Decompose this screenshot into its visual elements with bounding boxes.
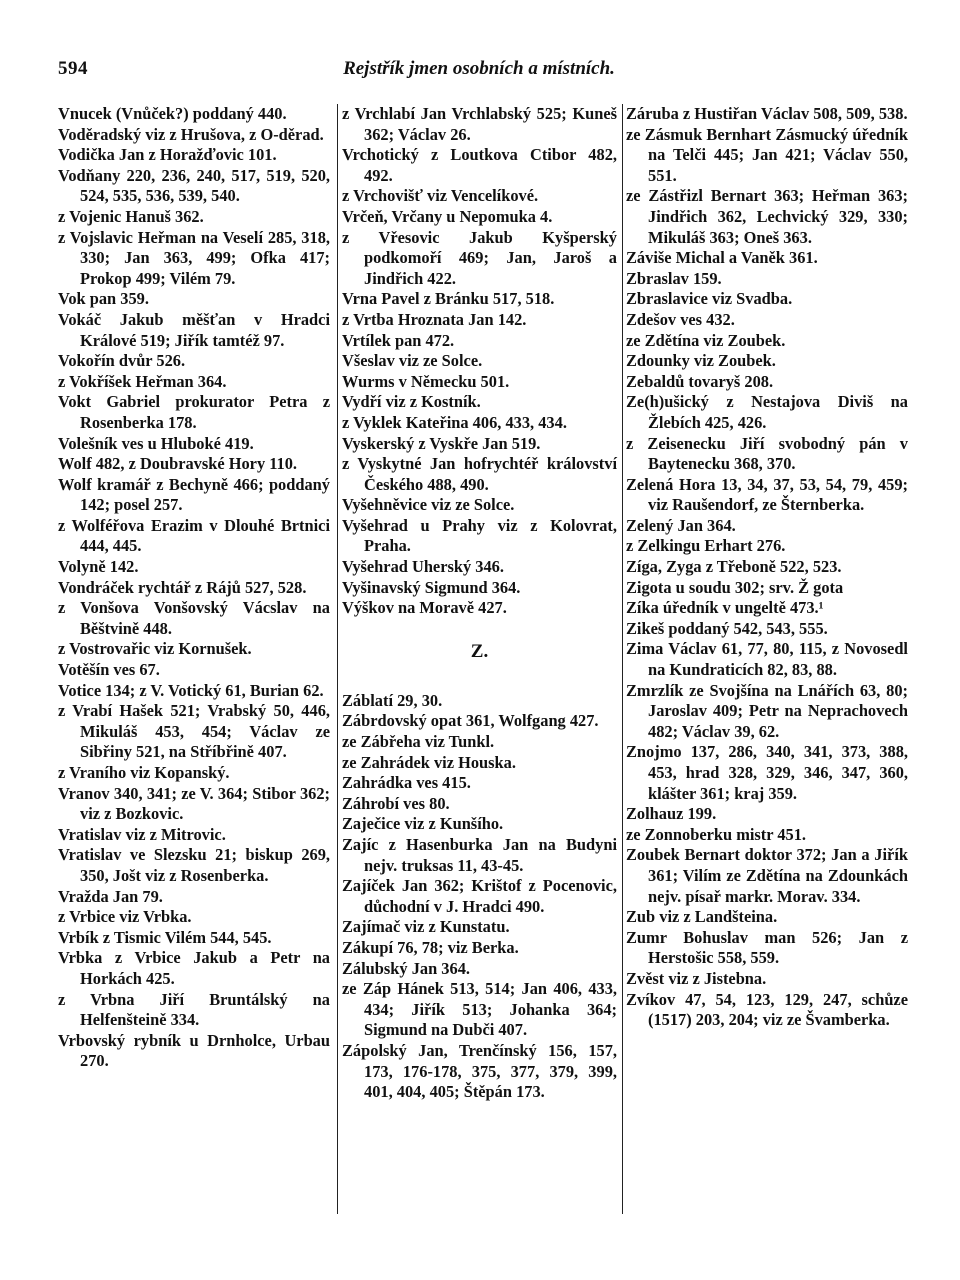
index-entry: Vnucek (Vnůček?) poddaný 440. <box>58 104 287 123</box>
index-entry: Vrchotický z Loutkova Ctibor 482, 492. <box>342 145 617 185</box>
index-entry: Zdešov ves 432. <box>626 309 735 329</box>
index-entry: z Vrbice viz Vrbka. <box>58 907 192 927</box>
index-entry: Zbraslavice viz Svadba. <box>626 289 793 309</box>
index-entry: z Vojslavic Heřman na Veselí 285, 318, 330; Jan 363, 499; Ofka 417; Prokop 499; Vilém 79. <box>58 227 330 288</box>
index-entry: Zíka úředník v ungeltě 473.¹ <box>626 598 824 618</box>
index-entry: Zálubský Jan 364. <box>342 958 470 978</box>
section-letter-z: Z. <box>470 640 489 662</box>
index-entry: Votěšín ves 67. <box>58 660 160 680</box>
index-entry: Zigota u soudu 302; srv. Ž gota <box>626 577 844 597</box>
index-entry: Zvěst viz z Jistebna. <box>626 968 767 988</box>
index-entry: Zumr Bohuslav man 526; Jan z Herstošic 558, 559. <box>626 927 908 968</box>
index-entry: Zíga, Zyga z Třeboně 522, 523. <box>626 557 842 577</box>
index-entry: Vyšehněvice viz ze Solce. <box>342 495 515 515</box>
index-entry: Zub viz z Landšteina. <box>626 907 778 927</box>
index-entry: ze Zástřizl Bernart 363; Heřman 363; Jindřich 362, Lechvický 329, 330; Mikuláš 363; Oneš 363. <box>626 186 908 247</box>
index-entry: Znojmo 137, 286, 340, 341, 373, 388, 453, hrad 328, 329, 346, 347, 360, klášter 361; kraj 359. <box>626 742 908 803</box>
index-entry: z Zeisenecku Jiří svobodný pán v Baytenecku 368, 370. <box>626 433 908 474</box>
index-columns <box>58 104 908 1214</box>
index-entry: Záviše Michal a Vaněk 361. <box>626 248 818 268</box>
index-entry: Zima Václav 61, 77, 80, 115, z Novosedl na Kundraticích 82, 83, 88. <box>626 639 908 680</box>
index-entry: Záhrobí ves 80. <box>342 793 450 813</box>
index-entry: Vrna Pavel z Bránku 517, 518. <box>342 289 555 309</box>
page-number: 594 <box>58 58 88 79</box>
index-entry: Wolf kramář z Bechyně 466; poddaný 142; posel 257. <box>58 474 330 515</box>
index-entry: Zbraslav 159. <box>626 268 722 288</box>
index-entry: Volyně 142. <box>58 557 139 577</box>
index-entry: ze Zahrádek viz Houska. <box>342 752 516 772</box>
index-entry: Wolf 482, z Doubravské Hory 110. <box>58 454 298 474</box>
index-entry: Ze(h)ušický z Nestajova Diviš na Žlebích 425, 426. <box>626 392 908 432</box>
index-entry: Vondráček rychtář z Rájů 527, 528. <box>58 577 307 597</box>
index-entry: ze Zdětína viz Zoubek. <box>626 330 786 350</box>
index-entry: Zdounky viz Zoubek. <box>626 351 776 371</box>
index-entry: z Vrchlabí Jan Vrchlabský 525; Kuneš 362; Václav 26. <box>342 104 617 144</box>
index-entry: z Vonšova Vonšovský Vácslav na Běštvině 448. <box>58 598 330 638</box>
running-title: Rejstřík jmen osobních a místních. <box>343 58 615 79</box>
index-entry: z Vokříšek Heřman 364. <box>58 371 227 391</box>
index-entry: Zelený Jan 364. <box>626 515 736 535</box>
entries-z-section <box>342 691 617 1103</box>
index-entry: ze Záp Hánek 513, 514; Jan 406, 433, 434; Jiřík 513; Johanka 364; Sigmund na Dubči 407. <box>342 979 617 1040</box>
index-entry: Vydří viz z Kostník. <box>342 392 481 412</box>
index-entry: Vodička Jan z Horažďovic 101. <box>58 145 277 165</box>
index-entry: Volešník ves u Hluboké 419. <box>58 433 254 453</box>
index-entry: Vranov 340, 341; ze V. 364; Stibor 362; viz z Bozkovic. <box>58 783 330 824</box>
index-entry: Vrbka z Vrbice Jakub a Petr na Horkách 425. <box>58 948 330 988</box>
index-column-middle <box>342 104 617 1103</box>
index-entry: Zajíc z Hasenburka Jan na Budyni nejv. truksas 11, 43-45. <box>342 835 617 875</box>
index-entry: Zolhauz 199. <box>626 804 717 824</box>
index-entry: Zápolský Jan, Trenčínský 156, 157, 173, 176-178, 375, 377, 379, 399, 401, 404, 405; Štěpán 173. <box>342 1040 617 1102</box>
index-entry: z Vyklek Kateřina 406, 433, 434. <box>342 412 567 432</box>
index-entry: Záruba z Hustiřan Václav 508, 509, 538. <box>626 104 908 123</box>
index-entry: Zvíkov 47, 54, 123, 129, 247, schůze (1517) 203, 204; viz ze Švamberka. <box>626 989 908 1030</box>
index-column-left <box>58 104 330 1072</box>
index-entry: Zahrádka ves 415. <box>342 773 471 793</box>
index-entry: Vyšehrad u Prahy viz z Kolovrat, Praha. <box>342 515 617 556</box>
index-entry: Vokáč Jakub měšťan v Hradci Králové 519; Jiřík tamtéž 97. <box>58 309 330 350</box>
index-entry: z Zelkingu Erhart 276. <box>626 536 786 556</box>
index-entry: Vyšinavský Sigmund 364. <box>342 577 521 597</box>
index-entry: Vrčeň, Vrčany u Nepomuka 4. <box>342 206 553 226</box>
index-entry: Zajíček Jan 362; Krištof z Pocenovic, důchodní v J. Hradci 490. <box>342 876 617 916</box>
index-entry: Vrbík z Tismic Vilém 544, 545. <box>58 927 272 947</box>
index-entry: Vratislav ve Slezsku 21; biskup 269, 350, Jošt viz z Rosenberka. <box>58 845 330 885</box>
index-entry: Vokořín dvůr 526. <box>58 351 186 371</box>
index-entry: z Vraního viz Kopanský. <box>58 763 230 782</box>
index-entry: z Vyskytné Jan hofrychtéř království Českého 488, 490. <box>342 454 617 494</box>
index-entry: z Vrtba Hroznata Jan 142. <box>342 309 527 329</box>
index-entry: Zikeš poddaný 542, 543, 555. <box>626 618 828 638</box>
entries-v-section <box>342 104 617 619</box>
index-entry: Vyskerský z Vyskře Jan 519. <box>342 433 541 453</box>
index-entry: Vokt Gabriel prokurator Petra z Rosenberka 178. <box>58 392 330 432</box>
index-entry: z Vrchovišť viz Vencelíkové. <box>342 186 539 206</box>
index-entry: Záblatí 29, 30. <box>342 690 443 710</box>
index-entry: z Vojenic Hanuš 362. <box>58 206 204 226</box>
index-entry: Vrtílek pan 472. <box>342 330 455 350</box>
index-entry: ze Zonnoberku mistr 451. <box>626 824 807 844</box>
index-entry: z Vrbna Jiří Bruntálský na Helfenšteině 334. <box>58 989 330 1030</box>
index-entry: z Wolféřova Erazim v Dlouhé Brtnici 444, 445. <box>58 515 330 556</box>
index-entry: Zmrzlík ze Svojšína na Lnářích 63, 80; Jaroslav 409; Petr na Neprachovech 482; Václav 39, 62. <box>626 680 908 741</box>
index-entry: Votice 134; z V. Votický 61, Burian 62. <box>58 680 324 700</box>
index-entry: Vratislav viz z Mitrovic. <box>58 824 226 844</box>
index-entry: Vražda Jan 79. <box>58 886 163 906</box>
index-entry: Zebaldů tovaryš 208. <box>626 371 774 391</box>
index-entry: Výškov na Moravě 427. <box>342 598 507 618</box>
index-column-right <box>626 104 908 1031</box>
index-entry: Zelená Hora 13, 34, 37, 53, 54, 79, 459; viz Raušendorf, ze Šternberka. <box>626 474 908 515</box>
page-header <box>58 58 900 88</box>
index-entry: z Vostrovařic viz Kornušek. <box>58 639 252 659</box>
index-entry: Vrbovský rybník u Drnholce, Urbau 270. <box>58 1030 330 1071</box>
index-entry: Zákupí 76, 78; viz Berka. <box>342 937 519 957</box>
index-entry: Vok pan 359. <box>58 289 149 309</box>
index-entry: ze Zásmuk Bernhart Zásmucký úředník na Telči 445; Jan 421; Václav 550, 551. <box>626 124 908 185</box>
index-entry: Vodňany 220, 236, 240, 517, 519, 520, 524, 535, 536, 539, 540. <box>58 165 330 206</box>
index-entry: Wurms v Německu 501. <box>342 371 510 391</box>
index-entry: ze Zábřeha viz Tunkl. <box>342 732 495 752</box>
index-entry: Zajímač viz z Kunstatu. <box>342 917 510 937</box>
index-entry: Voděradský viz z Hrušova, z O-děrad. <box>58 124 324 144</box>
index-entry: Všeslav viz ze Solce. <box>342 351 483 371</box>
index-entry: Zoubek Bernart doktor 372; Jan a Jiřík 361; Vilím ze Zdětína na Zdounkách nejv. písař markr. Morav. 334. <box>626 845 908 906</box>
index-entry: z Vrabí Hašek 521; Vrabský 50, 446, Mikuláš 453, 454; Václav ze Sibřiny 521, na Stříbřině 407. <box>58 701 330 762</box>
index-entry: Zábrdovský opat 361, Wolfgang 427. <box>342 711 599 731</box>
index-entry: z Vřesovic Jakub Kyšperský podkomoří 469; Jan, Jaroš a Jindřich 422. <box>342 227 617 288</box>
index-entry: Zaječice viz z Kunšího. <box>342 814 504 834</box>
index-entry: Vyšehrad Uherský 346. <box>342 557 504 577</box>
